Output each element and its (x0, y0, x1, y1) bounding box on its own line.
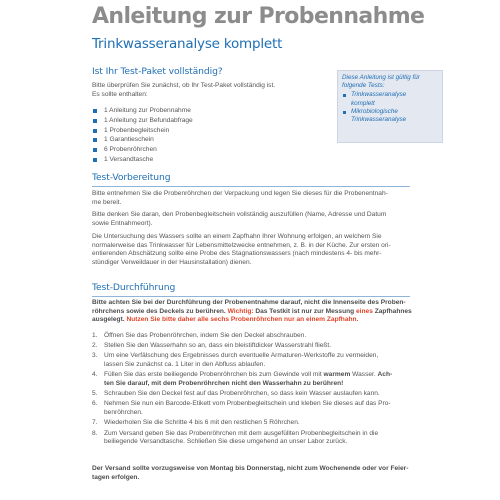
section-heading-completeness: Ist Ihr Test-Paket vollständig? (92, 66, 223, 77)
list-item: Trinkwasseranalyse komplett (342, 91, 438, 107)
intro-line: Es sollte enthalten: (92, 90, 148, 98)
section1-intro (92, 82, 332, 99)
step-item: 5. Schrauben Sie den Deckel fest auf das Probenröhrchen, so dass kein Wasser auslaufen kann. (92, 390, 380, 398)
step-item: 3. Um eine Verfälschung des Ergebnisses durch eventuelle Armaturen-Werkstoffe zu vermeiden, lassen Sie zunächst ca. 1 Liter in den Abfluss ablaufen. (92, 352, 379, 369)
list-item: 1 Anleitung zur Probennahme (92, 106, 322, 116)
list-item: 1 Probenbegleitschein (92, 126, 322, 136)
step-item: 2. Stellen Sie den Wasserhahn so an, dass ein bleistiftdicker Wasserstrahl fließt. (92, 342, 332, 350)
step-item: 1. Öffnen Sie das Probenröhrchen, indem Sie den Deckel abschrauben. (92, 332, 307, 339)
procedure-steps (92, 332, 422, 448)
step-item: 8. Zum Versand geben Sie das Probenröhrchen mit dem ausgefüllten Probenbegleitschein in die beiliegende Versandtasche. Schließen Sie diese umgehend an unser Labor zurück. (92, 429, 379, 446)
list-item: 1 Anleitung zur Befundabfrage (92, 116, 322, 126)
shipping-note: Der Versand sollte vorzugsweise von Montag bis Donnerstag, nicht zum Wochenende oder vor Feier- tagen erfolgen. (92, 465, 409, 481)
sidebox-line: Diese Anleitung ist gültig für (342, 74, 420, 81)
section-divider (92, 186, 410, 187)
section2-body: Bitte entnehmen Sie die Probenröhrchen der Verpackung und legen Sie dieses für die Probenentnah- me bereit. Bitte denken Sie daran, den Probenbegleitschein vollständig auszufüllen (Name, Adresse und Datum sowie Entnahmeort). Die Untersuchung des Wassers sollte an einem Zapfhahn Ihrer Wohnung erfolgen, an welchem Sie normalerweise das Trinkwasser für Lebensmittelzwecke entnehmen, z. B. in der Küche. Zur ersten ori- entierenden Abschätzung sollte eine Probe des Stagnationswassers (nach mindestens 4- bis mehr- stündiger Verweildauer in der Hausinstallation) dienen. (92, 190, 391, 266)
list-item: 1 Garantieschein (92, 135, 322, 145)
bullet-icon (93, 148, 97, 152)
list-item: Mikrobiologische Trinkwasseranalyse (342, 108, 438, 124)
bullet-icon (93, 109, 97, 113)
bullet-icon (93, 119, 97, 123)
section-heading-preparation: Test-Vorbereitung (92, 172, 171, 183)
step-item: 4. Füllen Sie das erste beiliegende Probenröhrchen bis zum Gewinde voll mit warmem Wasser. Ach- ten Sie darauf, mit dem Probenröhrchen nicht den Wasserhahn zu berühren! (92, 371, 393, 388)
page-subtitle: Trinkwasseranalyse komplett (92, 36, 283, 52)
section-heading-procedure: Test-Durchführung (92, 282, 176, 293)
bullet-icon (93, 129, 97, 133)
bullet-icon (343, 94, 346, 97)
bullet-icon (343, 111, 346, 114)
package-contents-list (92, 106, 322, 165)
bullet-icon (93, 138, 97, 142)
page-title: Anleitung zur Probennahme (92, 4, 425, 29)
valid-tests-list (342, 91, 438, 124)
warning-paragraph: Bitte achten Sie bei der Durchführung der Probenentnahme darauf, nicht die Innenseite des Proben- röhrchens sowie des Deckels zu berühren. Wichtig: Das Testkit ist nur zur Messung eines Zapfhahnes ausgelegt. Nutzen Sie bitte daher alle sechs Probenröhrchen nur an einem Zapfhahn. (92, 299, 412, 324)
sidebox-line: folgende Tests: (342, 82, 385, 90)
section-divider (92, 296, 410, 297)
intro-line: Bitte überprüfen Sie zunächst, ob Ihr Test-Paket vollständig ist. (92, 82, 276, 89)
list-item: 6 Probenröhrchen (92, 145, 322, 155)
step-item: 6. Nehmen Sie nun ein Barcode-Etikett vom Probenbegleitschein und kleben Sie dieses auf das Pro- benröhrchen. (92, 400, 391, 417)
validity-info-box (337, 70, 443, 143)
list-item: 1 Versandtasche (92, 155, 322, 165)
bullet-icon (93, 158, 97, 162)
step-item: 7. Wiederholen Sie die Schritte 4 bis 6 mit den restlichen 5 Röhrchen. (92, 419, 300, 427)
